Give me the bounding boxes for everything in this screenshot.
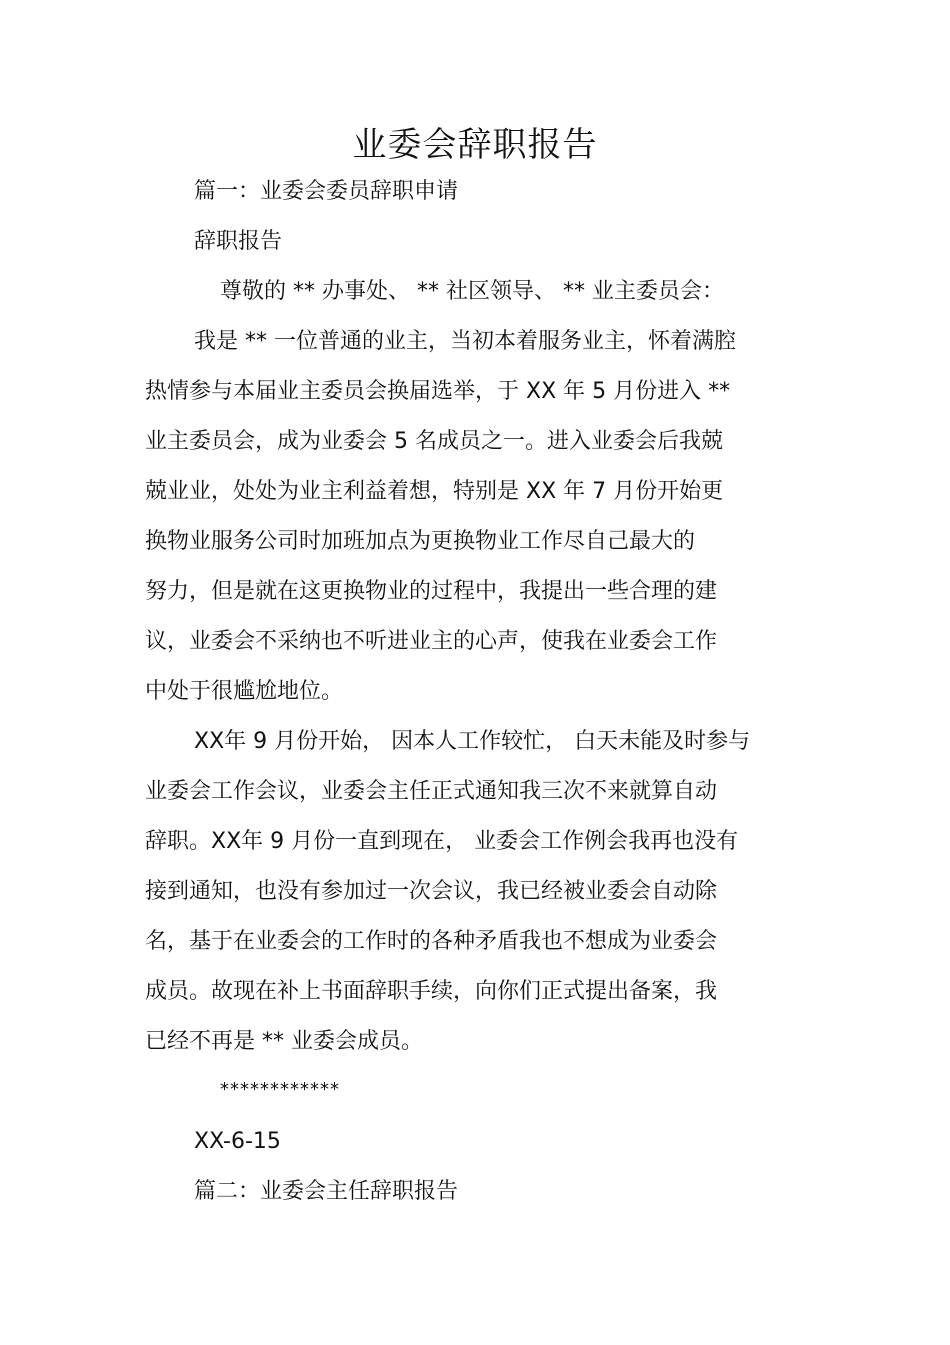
signature-mask: ************ bbox=[220, 1079, 340, 1100]
paragraph-line: 业委会工作会议，业委会主任正式通知我三次不来就算自动 bbox=[145, 779, 718, 804]
paragraph-line: 名，基于在业委会的工作时的各种矛盾我也不想成为业委会 bbox=[145, 929, 718, 954]
section-heading-1: 篇一：业委会委员辞职申请 bbox=[194, 179, 459, 204]
paragraph-line: 接到通知，也没有参加过一次会议，我已经被业委会自动除 bbox=[145, 879, 718, 904]
letter-heading: 辞职报告 bbox=[194, 229, 283, 254]
paragraph-line: 我是 ** 一位普通的业主，当初本着服务业主，怀着满腔 bbox=[194, 329, 736, 354]
paragraph-line: 努力，但是就在这更换物业的过程中，我提出一些合理的建 bbox=[145, 579, 718, 604]
paragraph-line: 兢业业，处处为业主利益着想，特别是 XX 年 7 月份开始更 bbox=[145, 479, 724, 504]
date-line: XX-6-15 bbox=[194, 1129, 281, 1154]
paragraph-line: 辞职。XX年 9 月份一直到现在， 业委会工作例会我再也没有 bbox=[145, 829, 739, 854]
paragraph-line: 换物业服务公司时加班加点为更换物业工作尽自己最大的 bbox=[145, 529, 696, 554]
section-heading-2: 篇二：业委会主任辞职报告 bbox=[194, 1179, 459, 1204]
paragraph-line: 议，业委会不采纳也不听进业主的心声，使我在业委会工作 bbox=[145, 629, 718, 654]
paragraph-line: 业主委员会，成为业委会 5 名成员之一。进入业委会后我兢 bbox=[145, 429, 723, 454]
paragraph-line: XX年 9 月份开始， 因本人工作较忙， 白天未能及时参与 bbox=[194, 729, 751, 754]
paragraph-line: 成员。故现在补上书面辞职手续，向你们正式提出备案，我 bbox=[145, 979, 718, 1004]
paragraph-line: 已经不再是 ** 业委会成员。 bbox=[145, 1029, 423, 1054]
document-title: 业委会辞职报告 bbox=[352, 125, 598, 165]
paragraph-line: 中处于很尴尬地位。 bbox=[145, 679, 344, 704]
salutation: 尊敬的 ** 办事处、 ** 社区领导、 ** 业主委员会： bbox=[220, 279, 724, 304]
paragraph-line: 热情参与本届业主委员会换届选举，于 XX 年 5 月份进入 ** bbox=[145, 379, 731, 404]
